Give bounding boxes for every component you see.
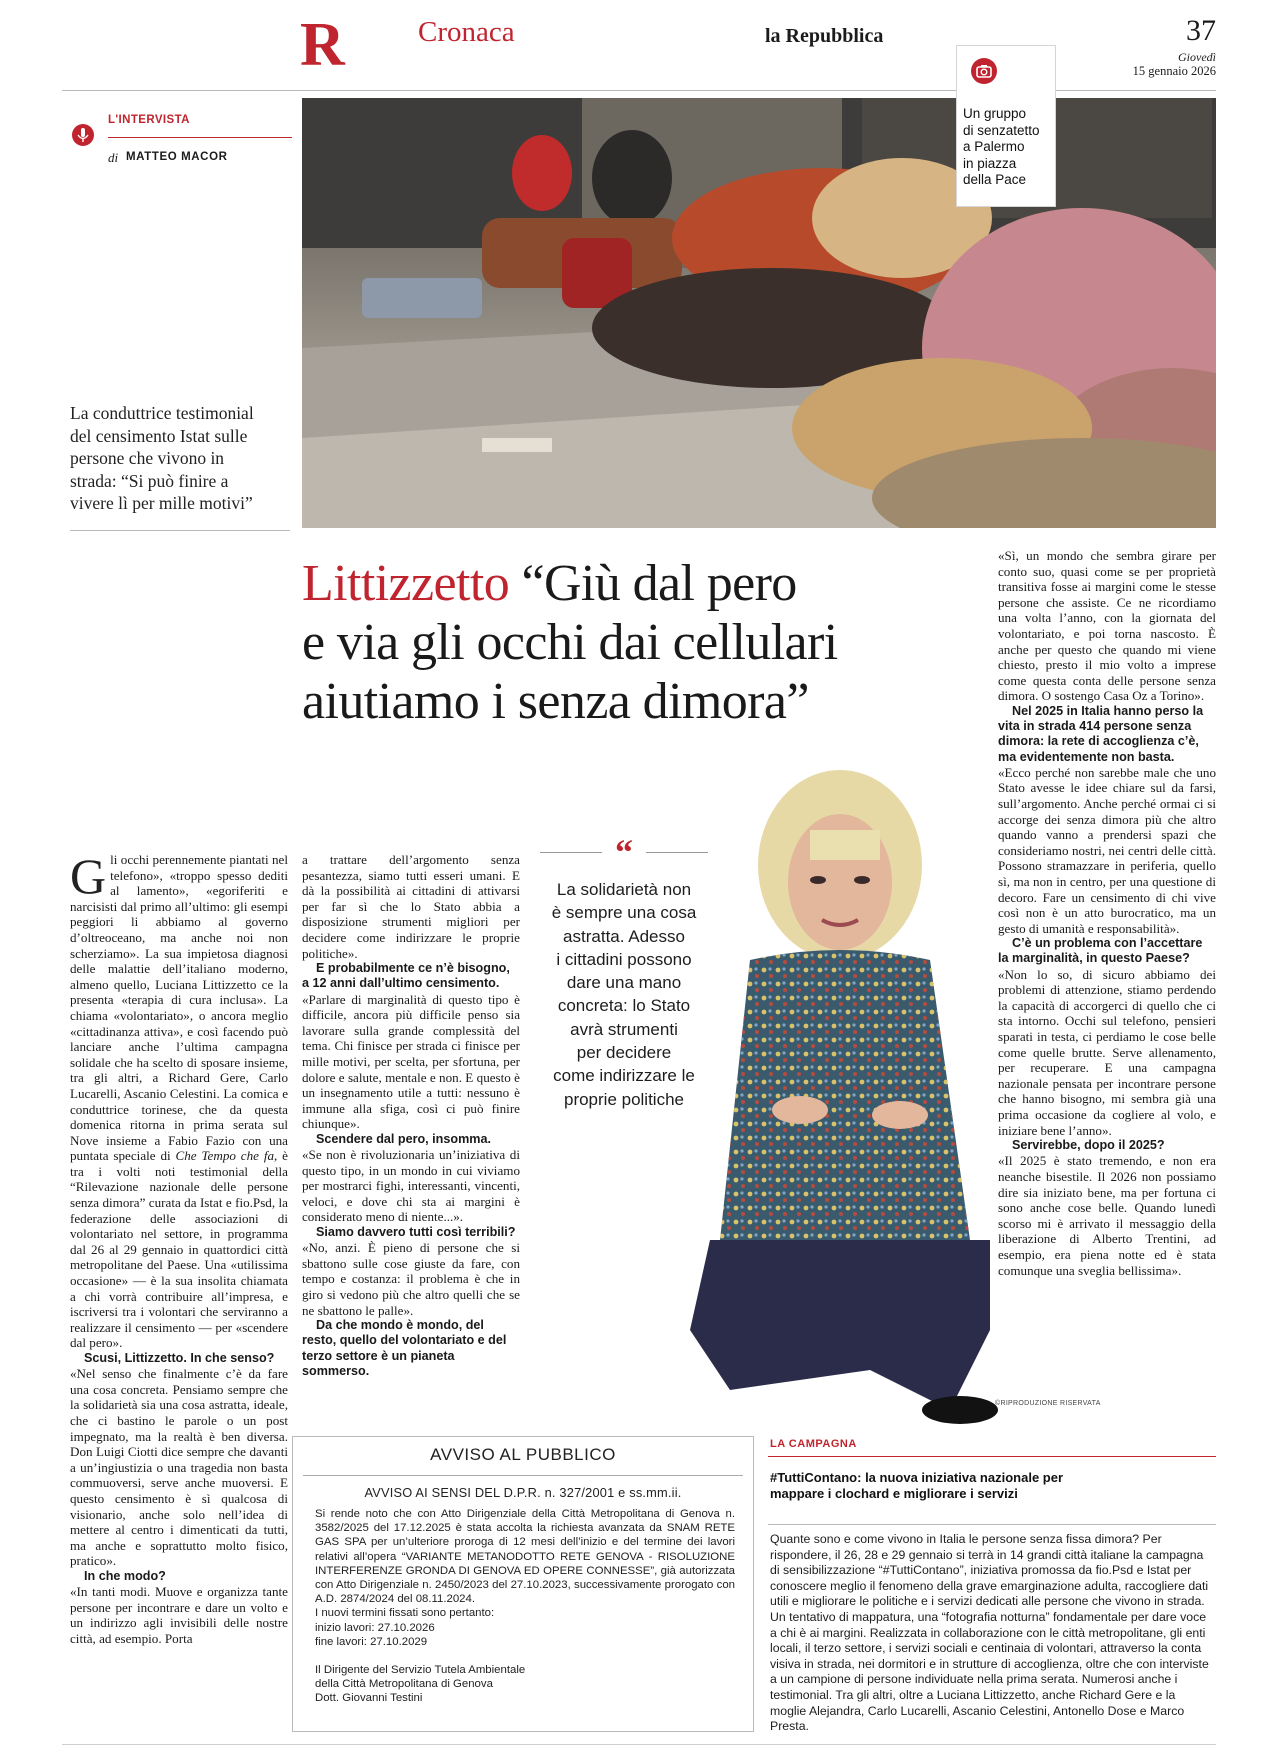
interview-answer: «Se non è rivoluzionaria un’iniziativa di questo tipo, in un mondo in cui viviamo per mostrarci fighi, interessanti, vincenti, veloci, e dove chi sta ai margini è considerato meno di niente...».: [302, 1147, 520, 1225]
notice-title: AVVISO AL PUBBLICO: [430, 1445, 616, 1464]
caption-line: della Pace: [963, 172, 1027, 187]
pullquote-line: astratta. Adesso: [563, 926, 685, 946]
page-header: [0, 0, 1280, 92]
campaign-kicker-rule: [768, 1456, 1216, 1457]
pullquote-mark: “: [615, 832, 633, 872]
notice-paragraph: Si rende noto che con Atto Dirigenziale della Città Metropolitana di Genova n. 3582/2025 del 17.12.2025 è stata accolta la richiesta avanzata da SNAM RETE GAS SPA per un’ulteriore proroga di 12 mesi dell’inizio e del termine dei lavori relativi all’opera “VARIANTE METANODOTTO RETE GENOVA - RISOLUZIONE INTERFERENZE GRONDA DI GENOVA ED OPERE CONNESSE”, già autorizzata con Atto Dirigenziale n. 2450/2023 del 27.10.2023, successivamente prorogato con A.D. 2874/2024 del 08.11.2024.: [315, 1508, 735, 1606]
interview-question: Scusi, Littizzetto. In che senso?: [84, 1351, 275, 1365]
interview-question: Siamo davvero tutti così terribili?: [316, 1225, 516, 1240]
pullquote-line: concreta: lo Stato: [557, 996, 691, 1016]
weekday: Giovedì: [1178, 50, 1216, 64]
headline-line-3: aiutiamo i senza dimora”: [302, 673, 809, 730]
interview-answer: «Parlare di marginalità di questo tipo è difficile, ancora più difficile penso sia lavorare sulla grande complessità del tema. Chi finisce per strada ci finisce per mille motivi, per scelta, per sfortuna, per dolore e salute, mentale e non. E questo è un insegnamento utile a tutti: nessuno è immune alla sfiga, così ci può finire chiunque».: [302, 991, 520, 1132]
summary-line: La conduttrice testimonial: [70, 403, 254, 423]
article-column-3: [998, 548, 1216, 1278]
notice-signature-line: Il Dirigente del Servizio Tutela Ambientale: [315, 1664, 526, 1677]
pullquote-line: proprie politiche: [563, 1089, 684, 1109]
notice-signature-line: Dott. Giovanni Testini: [315, 1692, 423, 1705]
notice-subtitle: AVVISO AI SENSI DEL D.P.R. n. 327/2001 e ss.mm.ii.: [364, 1485, 682, 1500]
summary-line: vivere lì per mille motivi”: [70, 493, 253, 513]
byline-kicker: L'INTERVISTA: [108, 114, 190, 126]
interview-answer: a trattare dell’argomento senza pesantezza, siamo tutti esseri umani. E dà la possibilità ai cittadini di attivarsi per far sì che lo Stato abbia a disposizione strumenti migliori per decidere come indirizzare le proprie politiche».: [302, 852, 520, 961]
interview-question: Scendere dal pero, insomma.: [316, 1131, 491, 1146]
copyright-note: ©RIPRODUZIONE RISERVATA: [995, 1400, 1101, 1407]
interview-answer: «Ecco perché non sarebbe male che uno Stato avesse le idee chiare sul da farsi, sull’argomento. Anche perché ormai ci si accorge dei senza dimora più che altro quando vanno a prendersi spazi che consideriamo nostri, nei centri delle città. Possono stramazzare in periferia, quello sì, ma non in centro, per una questione di decoro. Fare un censimento di chi vive così non è un atto burocratico, ma un gesto di umanità e responsabilità».: [998, 764, 1216, 936]
interview-question: Da che mondo è mondo, del resto, quello del volontariato e del terzo settore è un pianeta sommerso.: [302, 1318, 507, 1378]
pullquote-line: i cittadini possono: [556, 949, 692, 969]
headline: [302, 554, 982, 731]
headline-name: Littizzetto: [302, 555, 510, 612]
headline-line-1: “Giù dal pero: [521, 555, 797, 612]
headline-line-2: e via gli occhi dai cellulari: [302, 614, 838, 671]
camera-icon: [971, 58, 997, 84]
summary-rule: [70, 530, 290, 531]
byline-author: MATTEO MACOR: [126, 151, 228, 163]
footer-rule: [62, 1744, 1216, 1745]
drop-cap: G: [70, 848, 107, 904]
notice-start-date: inizio lavori: 27.10.2026: [315, 1621, 435, 1634]
caption-text: [963, 106, 1055, 189]
pullquote-line: per decidere: [576, 1043, 672, 1063]
lead-paragraph: Gli occhi perennemente piantati nel telefono», «troppo spesso dediti al lamento», «egoriferiti e narcisisti dal primo all’ultimo: gli esempi peggiori li abbiamo al governo d’oltreoceano, ma anche noi non scherziamo». La sua impietosa diagnosi delle malattie dell’italiano moderno, almeno quello, Luciana Littizzetto ce la presenta «terapia di cura inclusa». La chiama «volontariato», o ancora meglio «cittadinanza attiva», e così facendo può lanciare anche l’ultima campagna solidale che ha scelto di sposare insieme, tra gli altri, a Richard Gere, Carlo Lucarelli, Ascanio Celestini. La comica e conduttrice torinese, che da questa domenica ritorna in prima serata sul Nove insieme a Fabio Fazio con una puntata speciale di Che Tempo che fa, è tra i volti noti testimonial della “Rilevazione nazionale delle persone senza dimora” curata da Istat e fio.Psd, la federazione delle associazioni di volontariato nel settore, in programma dal 26 al 29 gennaio in quattordici città metropolitane del Paese. Una «utilissima occasione» — è la sua insolita chiamata a chi vorrà contribuire all’impresa, e iscriversi tra i volontari che serviranno a realizzare il censimento — per «scendere dal pero».: [70, 848, 288, 1351]
pullquote-rule-right: [646, 852, 708, 853]
article-column-1: [70, 848, 288, 1647]
photo-caption: [956, 45, 1056, 207]
notice-end-date: fine lavori: 27.10.2029: [315, 1635, 428, 1648]
summary-line: strada: “Si può finire a: [70, 470, 229, 491]
pullquote-line: come indirizzare le: [553, 1066, 695, 1086]
notice-title-rule: [303, 1475, 743, 1476]
homeless-photo: [302, 98, 1216, 528]
pullquote-line: è sempre una cosa: [551, 903, 697, 923]
caption-line: a Palermo: [963, 139, 1025, 154]
interview-answer: «Non lo so, di sicuro abbiamo dei problemi di attenzione, stiamo perdendo la capacità di accorgerci di quello che ci sta intorno. Occhi sul telefono, pensieri sparati in testa, ci perdiamo le cose belle come quelle brutte. Serve allenamento, per recuperare. E una campagna nazionale pensata per incontrare persone che hanno bisogno, mi sembra già una prima occasione da cogliere al volo, e iniziare bene l’anno».: [998, 966, 1216, 1138]
microphone-icon: [72, 124, 94, 146]
repubblica-logo: R: [300, 11, 345, 79]
interview-answer: «Nel senso che finalmente c’è da fare una cosa concreta. Pensiamo sempre che la solidarietà sia una cosa astratta, ideale, che ci bastino le parole o un post impegnato, ma la realtà è ben diversa. Don Luigi Ciotti dice sempre che davanti a un’ingiustizia o una tragedia non basta commuoversi, serve anche muoversi. E questo censimento è sì qualcosa di visionario, anche solo nell’idea di mettere al centro i dimenticati da tutti, ma anche e soprattutto molto fisico, pratico».: [70, 1366, 288, 1569]
campaign-box: [768, 1436, 1216, 1734]
byline-kicker-rule: [108, 137, 292, 138]
notice-body: [315, 1507, 735, 1706]
pullquote-rule-left: [540, 852, 602, 853]
interview-question: In che modo?: [84, 1568, 166, 1583]
show-title: Che Tempo che fa: [175, 1148, 275, 1164]
portrait-figure: [690, 770, 1000, 1440]
caption-line: Un gruppo: [963, 106, 1027, 121]
summary: [70, 402, 290, 515]
notice-signature-line: della Città Metropolitana di Genova: [315, 1678, 493, 1691]
summary-line: persone che vivono in: [70, 448, 225, 468]
notice-terms-intro: I nuovi termini fissati sono pertanto:: [315, 1607, 495, 1620]
article-column-2: [302, 852, 520, 1379]
pullquote-line: avrà strumenti: [570, 1019, 678, 1039]
caption-line: di senzatetto: [963, 122, 1040, 138]
campaign-title-rule: [768, 1524, 1216, 1525]
pullquote-line: La solidarietà non: [556, 880, 692, 899]
photo-scene: [302, 98, 1216, 528]
campaign-kicker: LA CAMPAGNA: [770, 1438, 857, 1450]
newspaper-name: la Repubblica: [765, 25, 884, 47]
littizzetto-portrait: [690, 770, 1000, 1440]
byline: [62, 108, 292, 178]
interview-answer: «In tanti modi. Muove e organizza tante persone per incontrare e dare un volto e un indirizzo agli invisibili delle nostre città, ad esempio. Porta: [70, 1584, 288, 1646]
interview-question: Nel 2025 in Italia hanno perso la vita in strada 414 persone senza dimora: la rete di accoglienza c’è, ma evidentemente non basta.: [998, 703, 1204, 764]
page-number: 37: [1186, 14, 1216, 47]
section-label: Cronaca: [418, 16, 515, 48]
interview-question: Servirebbe, dopo il 2025?: [1012, 1138, 1165, 1153]
interview-answer: «Il 2025 è stato tremendo, e non era neanche bisestile. Il 2026 non possiamo dire sia iniziato bene, ma per fortuna ci sono anche cose belle. Quando lunedì scorso mi è arrivato il messaggio della liberazione di Alberto Trentini, ad esempio, era piena notte ed è stata comunque una sveglia bellissima».: [998, 1153, 1216, 1278]
caption-line: in piazza: [963, 155, 1017, 171]
interview-answer: «No, anzi. È pieno di persone che si sbattono sulle cose giuste da fare, con tempo e costanza: il problema è che in giro si vedono più che altro quelli che se ne sbattono le palle».: [302, 1240, 520, 1318]
pullquote-text: [534, 878, 714, 1111]
pullquote-line: dare una mano: [566, 973, 682, 993]
issue-date: 15 gennaio 2026: [1132, 64, 1216, 78]
campaign-title: #TuttiContano: la nuova iniziativa nazionale per mappare i clochard e migliorare i servizi: [770, 1470, 1064, 1501]
campaign-body: Quante sono e come vivono in Italia le persone senza fissa dimora? Per rispondere, il 26, 28 e 29 gennaio si terrà in 14 grandi città italiane la campagna di sensibilizzazione “#TuttiContano”, iniziativa promossa da fio.Psd e Istat per conoscere meglio il fenomeno della grave emarginazione adulta, raccogliere dati utili e migliorare le politiche e i servizi dedicati alle persone che vivono in strada. Un tentativo di mappatura, una “fotografia notturna” fondamentale per dare voce a chi è ai margini. Realizzata in collaborazione con le città metropolitane, gli enti locali, il terzo settore, i servizi sociali e centinaia di volontari, attraverso la conta visiva in strada, nei dormitori e in strutture di accoglienza, oltre che con interviste a un campione di persone individuate nella prima serata. Numerosi anche i testimonial. Tra gli altri, oltre a Luciana Littizzetto, anche Richard Gere e la moglie Alejandra, Carlo Lucarelli, Ascanio Celestini, Antonello Dose e Marco Presta.: [770, 1532, 1209, 1734]
interview-answer: «Sì, un mondo che sembra girare per conto suo, quasi come se per proprietà transitiva fosse ai margini come le stesse persone che assiste. Ce ne ricordiamo una volta l’anno, con la giornata del volontariato, e poi torna nascosto. È anche per questo che quando mi viene chiesto, presto il mio volto a imprese come questa conta delle persone senza dimora. O sostengo Casa Oz a Torino».: [998, 548, 1216, 704]
interview-question: E probabilmente ce n’è bisogno, a 12 anni dall’ultimo censimento.: [302, 961, 510, 991]
interview-question: C’è un problema con l’accettare la marginalità, in questo Paese?: [998, 936, 1203, 966]
summary-line: del censimento Istat sulle: [70, 425, 248, 446]
public-notice: [292, 1436, 754, 1732]
byline-prefix: di: [108, 150, 119, 165]
